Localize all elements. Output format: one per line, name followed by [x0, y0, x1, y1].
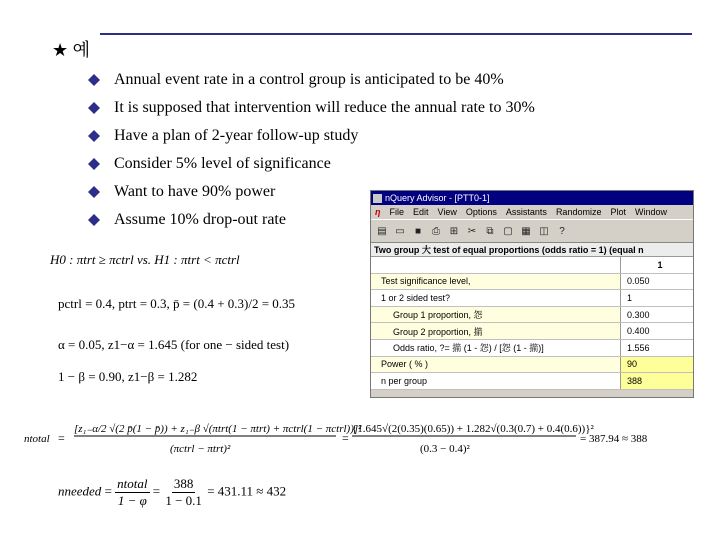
- svg-text:(0.3 − 0.4)²: (0.3 − 0.4)²: [420, 443, 470, 455]
- copy-icon[interactable]: ⧉: [486, 225, 494, 237]
- design-table: [371, 243, 693, 390]
- menu-options[interactable]: Options: [465, 207, 497, 217]
- new-icon[interactable]: ▤: [377, 225, 387, 237]
- save-icon[interactable]: ■: [414, 225, 422, 237]
- alpha-formula: α = 0.05, z1−α = 1.645 (for one − sided test): [58, 337, 290, 352]
- list-item: [88, 150, 535, 178]
- n-needed-symbol: nneeded: [58, 483, 102, 499]
- window-title: nQuery Advisor - [PTT0-1]: [385, 193, 490, 203]
- header-rule: [100, 33, 692, 35]
- svg-text:=: =: [58, 431, 65, 445]
- list-item: [88, 122, 535, 150]
- slide-title-text: 예: [72, 40, 91, 60]
- diamond-bullet-icon: [88, 102, 100, 114]
- hypothesis-formula: H0 : πtrt ≥ πctrl vs. H1 : πtrt < πctrl: [50, 252, 240, 267]
- help-icon[interactable]: ?: [559, 225, 565, 237]
- column-header: 1: [657, 259, 663, 270]
- nquery-window[interactable]: [370, 190, 694, 398]
- svg-text:=: =: [342, 431, 349, 445]
- table-icon[interactable]: ▦: [521, 225, 531, 237]
- table-row[interactable]: Odds ratio, ?= 擶 (1 - 怨) / [怨 (1 - 擶)] 1.556: [371, 340, 693, 357]
- bullet-text: Annual event rate in a control group is anticipated to be 40%: [114, 71, 504, 88]
- plot-icon[interactable]: ◫: [539, 225, 549, 237]
- bullet-text: Consider 5% level of significance: [114, 155, 331, 172]
- open-icon[interactable]: ▭: [395, 225, 405, 237]
- n-total-result: = 387.94 ≈ 388: [580, 433, 648, 445]
- menu-view[interactable]: View: [437, 207, 457, 217]
- window-titlebar[interactable]: [371, 191, 693, 205]
- bullet-text: Want to have 90% power: [114, 183, 276, 200]
- table-row[interactable]: Group 1 proportion, 怨 0.300: [371, 307, 693, 324]
- menu-plot[interactable]: Plot: [610, 207, 626, 217]
- paste-icon[interactable]: ▢: [503, 225, 513, 237]
- menu-randomize[interactable]: Randomize: [555, 207, 602, 217]
- toolbar: [371, 219, 693, 243]
- bullet-text: Have a plan of 2-year follow-up study: [114, 127, 359, 144]
- menu-assistants[interactable]: Assistants: [505, 207, 547, 217]
- table-row[interactable]: Power ( % ) 90: [371, 357, 693, 374]
- bullet-text: It is supposed that intervention will reduce the annual rate to 30%: [114, 99, 535, 116]
- diamond-bullet-icon: [88, 214, 100, 226]
- star-icon: ★: [52, 40, 69, 61]
- table-row: [371, 257, 693, 274]
- assistant-icon[interactable]: ⊞: [449, 225, 459, 237]
- n-needed-result: = 431.11 ≈ 432: [207, 483, 287, 499]
- cut-icon[interactable]: ✂: [467, 225, 477, 237]
- rates-formula: pctrl = 0.4, ptrt = 0.3, p̄ = (0.4 + 0.3)/2 = 0.35: [58, 296, 296, 311]
- bullet-text: Assume 10% drop-out rate: [114, 211, 286, 228]
- diamond-bullet-icon: [88, 186, 100, 198]
- table-row[interactable]: n per group 388: [371, 373, 693, 390]
- list-item: [88, 94, 535, 122]
- list-item: [88, 66, 535, 94]
- nquery-logo-icon: η: [375, 207, 381, 217]
- table-row[interactable]: Test significance level, 0.050: [371, 274, 693, 291]
- n-needed-formula: nneeded = $\frac{\text{ntotal}}{1 - \varphi}$ = $\frac{388}{1 - 0.1}$ = 431.11 ≈ 432: [58, 476, 287, 508]
- print-icon[interactable]: ⎙: [432, 225, 440, 237]
- n-total-symbol: ntotal: [24, 433, 50, 445]
- menu-file[interactable]: File: [389, 207, 405, 217]
- diamond-bullet-icon: [88, 130, 100, 142]
- menu-window[interactable]: Window: [634, 207, 667, 217]
- menu-bar: [371, 205, 693, 219]
- table-title: Two group 大 test of equal proportions (odds ratio = 1) (equal n: [371, 243, 693, 257]
- svg-text:(πctrl − πtrt)²: (πctrl − πtrt)²: [170, 443, 231, 455]
- diamond-bullet-icon: [88, 74, 100, 86]
- app-icon: [373, 194, 382, 203]
- table-row[interactable]: Group 2 proportion, 擶 0.400: [371, 323, 693, 340]
- beta-formula: 1 − β = 0.90, z1−β = 1.282: [58, 369, 198, 384]
- diamond-bullet-icon: [88, 158, 100, 170]
- table-row[interactable]: 1 or 2 sided test? 1: [371, 290, 693, 307]
- slide-title: [52, 36, 90, 62]
- svg-text:{1.645√(2(0.35)(0.65)) + 1.282: {1.645√(2(0.35)(0.65)) + 1.282√(0.3(0.7) + 0.4(0.6))}²: [352, 423, 594, 435]
- n-total-formula: [20, 412, 648, 460]
- menu-edit[interactable]: Edit: [413, 207, 429, 217]
- svg-text:[z₁₋α/2 √(2 p̄(1 − p̄)) + z₁₋β: [z₁₋α/2 √(2 p̄(1 − p̄)) + z₁₋β √(πtrt(1 − πtrt) + πctrl(1 − πctrl))]²: [74, 423, 362, 435]
